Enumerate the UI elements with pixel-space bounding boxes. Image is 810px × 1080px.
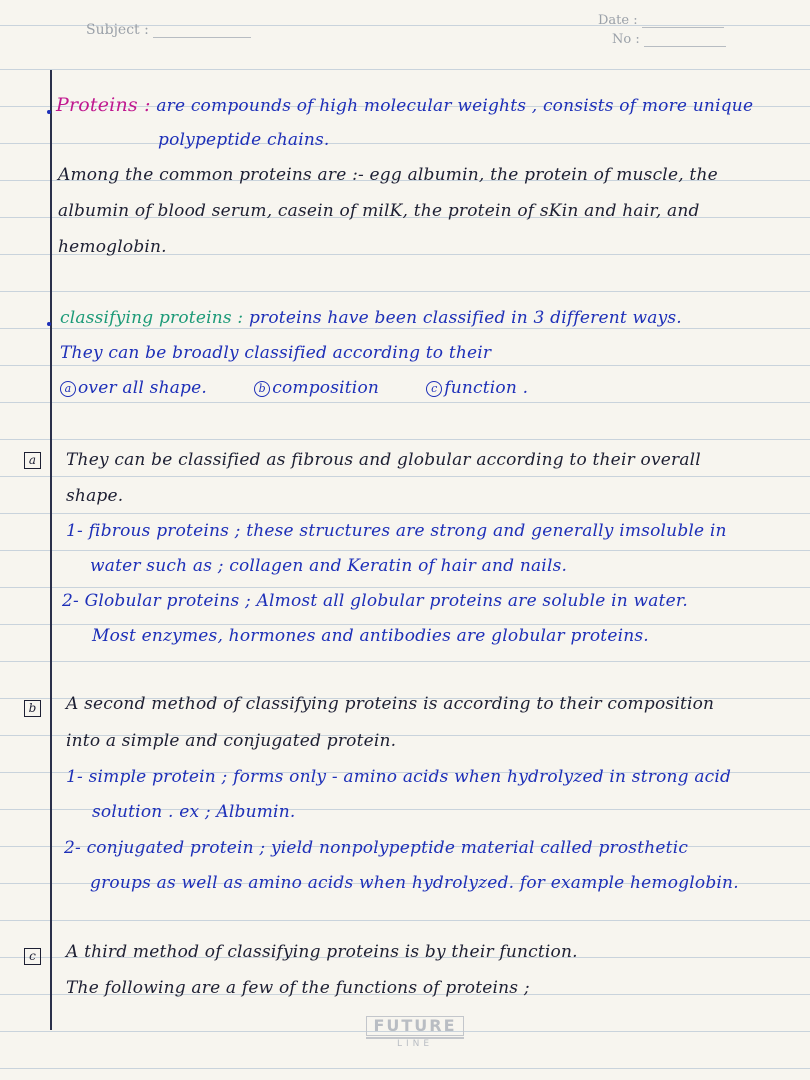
circled-c: c	[426, 381, 442, 397]
date-line	[642, 27, 724, 28]
section-c-label: c	[24, 948, 41, 965]
options-line	[60, 378, 528, 398]
no-line	[644, 46, 726, 47]
proteins-line-2: polypeptide chains.	[158, 130, 330, 150]
classifying-line	[60, 308, 682, 328]
watermark-top: FUTURE	[366, 1016, 464, 1036]
section-a-line-1: They can be classified as fibrous and globular according to their overall	[66, 450, 701, 470]
section-b-item-2-line-1: 2- conjugated protein ; yield nonpolypeptide material called prosthetic	[64, 838, 689, 858]
among-line-1: Among the common proteins are :- egg albumin, the protein of muscle, the	[58, 165, 718, 185]
section-a-item-1-line-2: water such as ; collagen and Keratin of hair and nails.	[90, 556, 568, 576]
option-function: function .	[444, 378, 529, 398]
option-shape: over all shape.	[78, 378, 207, 398]
future-line-watermark	[366, 1016, 464, 1050]
no-field	[612, 32, 726, 47]
circled-b: b	[254, 381, 270, 397]
section-a-item-2-line-2: Most enzymes, hormones and antibodies are globular proteins.	[92, 626, 649, 646]
section-b-item-2-line-2: groups as well as amino acids when hydrolyzed. for example hemoglobin.	[90, 873, 739, 893]
circled-a: a	[60, 381, 76, 397]
subject-label: Subject :	[86, 22, 149, 38]
section-a-line-2: shape.	[66, 486, 124, 506]
no-label: No :	[612, 32, 640, 47]
proteins-definition: are compounds of high molecular weights , consists of more unique	[156, 96, 754, 116]
margin-line	[50, 70, 52, 1030]
section-b-item-1-line-1: 1- simple protein ; forms only - amino acids when hydrolyzed in strong acid	[66, 767, 732, 787]
date-field	[598, 13, 724, 28]
proteins-term: Proteins :	[56, 94, 151, 116]
subject-field	[86, 22, 251, 38]
section-a-item-2-line-1: 2- Globular proteins ; Almost all globular proteins are soluble in water.	[62, 591, 688, 611]
section-a-label: a	[24, 452, 41, 469]
section-c-line-1: A third method of classifying proteins is by their function.	[66, 942, 578, 962]
subject-line	[153, 37, 251, 38]
section-c-line-2: The following are a few of the functions of proteins ;	[66, 978, 530, 998]
section-b-item-1-line-2: solution . ex ; Albumin.	[92, 802, 296, 822]
broad-line: They can be broadly classified according to their	[60, 343, 492, 363]
option-composition: composition	[272, 378, 380, 398]
section-b-line-2: into a simple and conjugated protein.	[66, 731, 397, 751]
date-label: Date :	[598, 13, 638, 28]
watermark-bottom: LINE	[366, 1037, 464, 1050]
classifying-term: classifying proteins :	[60, 308, 244, 328]
bullet-dot	[47, 322, 51, 326]
section-a-item-1-line-1: 1- fibrous proteins ; these structures are strong and generally imsoluble in	[66, 521, 727, 541]
among-line-2: albumin of blood serum, casein of milK, the protein of sKin and hair, and	[58, 201, 700, 221]
among-line-3: hemoglobin.	[58, 237, 167, 257]
classifying-definition: proteins have been classified in 3 different ways.	[248, 308, 682, 328]
bullet-dot	[47, 110, 51, 114]
proteins-line-1	[56, 94, 753, 116]
section-b-label: b	[24, 700, 41, 717]
section-b-line-1: A second method of classifying proteins is according to their composition	[66, 694, 715, 714]
